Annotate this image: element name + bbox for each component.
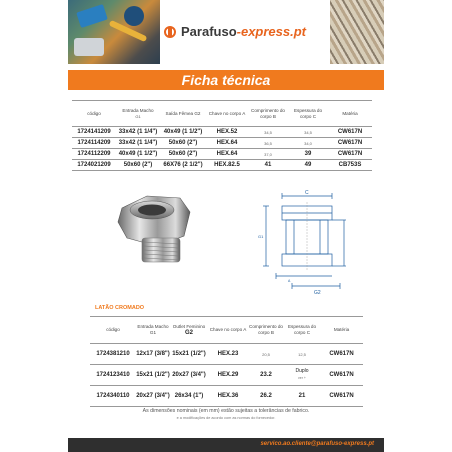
dim-label-g2: G2 [314,290,321,296]
brand-accent: -express.pt [236,24,307,39]
cell: HEX.64 [206,149,248,160]
table-row [90,386,363,407]
cell: 1724381210 [90,344,136,365]
spec-table-1 [72,100,372,171]
cell: 15x21 (1/2") [170,344,208,365]
screws-photo [330,0,384,64]
brand-icon [163,25,177,39]
col-header: Saída Fêmea G2 [160,101,206,127]
cell: CW617N [328,138,372,149]
cell: 26x34 (1") [170,386,208,407]
cell: 12x17 (3/8") [136,344,170,365]
cell: 41 [248,160,288,171]
brand-logo[interactable] [163,24,306,39]
cell: 34,0 [288,138,328,149]
cell: 21 [284,386,320,407]
cell: 37,0 [248,149,288,160]
cell: 34,5 [248,127,288,138]
col-header: Chave no corpo A [208,317,248,344]
cell: 50x60 (2") [116,160,160,171]
cell: 36,5 [248,138,288,149]
table-row [72,138,372,149]
cell: 33x42 (1 1/4") [116,127,160,138]
cell: 20x27 (3/4") [170,365,208,386]
cell: HEX.23 [208,344,248,365]
cell: 26.2 [248,386,284,407]
cell: 20x27 (3/4") [136,386,170,407]
cell: 50x60 (2") [160,138,206,149]
table-row [90,365,363,386]
col-header: Matéria [328,101,372,127]
page-title: Ficha técnica [68,70,384,90]
col-header: Entrada Macho G1 [136,317,170,344]
cell: 20,5 [248,344,284,365]
table-row [72,160,372,171]
cell: 66X76 (2 1/2") [160,160,206,171]
footer [68,438,384,452]
dim-label-g1: G1 [258,234,264,239]
cell: 39 [288,149,328,160]
col-header: Espessura do corpo C [288,101,328,127]
spec-table-2 [90,316,363,407]
cell: 12,5 [284,344,320,365]
cell: CW617N [320,344,363,365]
cell: 23.2 [248,365,284,386]
table-header [90,317,363,344]
section-label: LATÃO CROMADO [95,305,145,311]
cell: 1724114209 [72,138,116,149]
dim-label-a: A [288,279,291,283]
table-header [72,101,372,127]
cell: CW617N [320,386,363,407]
cell: 1724112209 [72,149,116,160]
cell: 40x49 (1 1/2") [160,127,206,138]
product-photo [112,188,212,268]
cell: 34,5 [288,127,328,138]
tolerance-note: As dimensões nominais (em mm) estão sujeitas a tolerâncias de fabrico. [142,408,310,414]
cell: CW617N [320,365,363,386]
cell: 15x21 (1/2") [136,365,170,386]
table-row [72,127,372,138]
table-row [90,344,363,365]
dim-label-c: C [305,190,309,196]
col-header: Entrada Macho G1 [116,101,160,127]
cell: HEX.52 [206,127,248,138]
cell: 1724123410 [90,365,136,386]
col-header: Comprimento do corpo B [248,101,288,127]
col-header: código [72,101,116,127]
cell: 49 [288,160,328,171]
cell: HEX.29 [208,365,248,386]
col-header: Comprimento do corpo B [248,317,284,344]
table-row [72,149,372,160]
cell: CW617N [328,127,372,138]
cell: CW617N [328,149,372,160]
col-header: Matéria [320,317,363,344]
tools-photo [68,0,160,64]
cell: HEX.82.5 [206,160,248,171]
technical-drawing [236,188,356,298]
cell: 1724141209 [72,127,116,138]
supplier-note: e a modificações de acordo com as normas do fornecedor. [176,416,276,420]
cell: HEX.36 [208,386,248,407]
header-banner [68,0,384,64]
cell: CB753S [328,160,372,171]
cell: 1724021209 [72,160,116,171]
cell: 50x60 (2") [160,149,206,160]
col-header: código [90,317,136,344]
col-header: Outlet Feminino G2 [170,317,208,344]
brand-name: Parafuso [181,24,237,39]
cell: HEX.64 [206,138,248,149]
cell: 40x49 (1 1/2") [116,149,160,160]
contact-email[interactable]: servico.ao.cliente@parafuso-express.pt [260,441,374,447]
col-header: Chave no corpo A [206,101,248,127]
col-header: Espessura do corpo C [284,317,320,344]
cell: 1724340110 [90,386,136,407]
cell: Duplo ver + [284,365,320,386]
cell: 33x42 (1 1/4") [116,138,160,149]
